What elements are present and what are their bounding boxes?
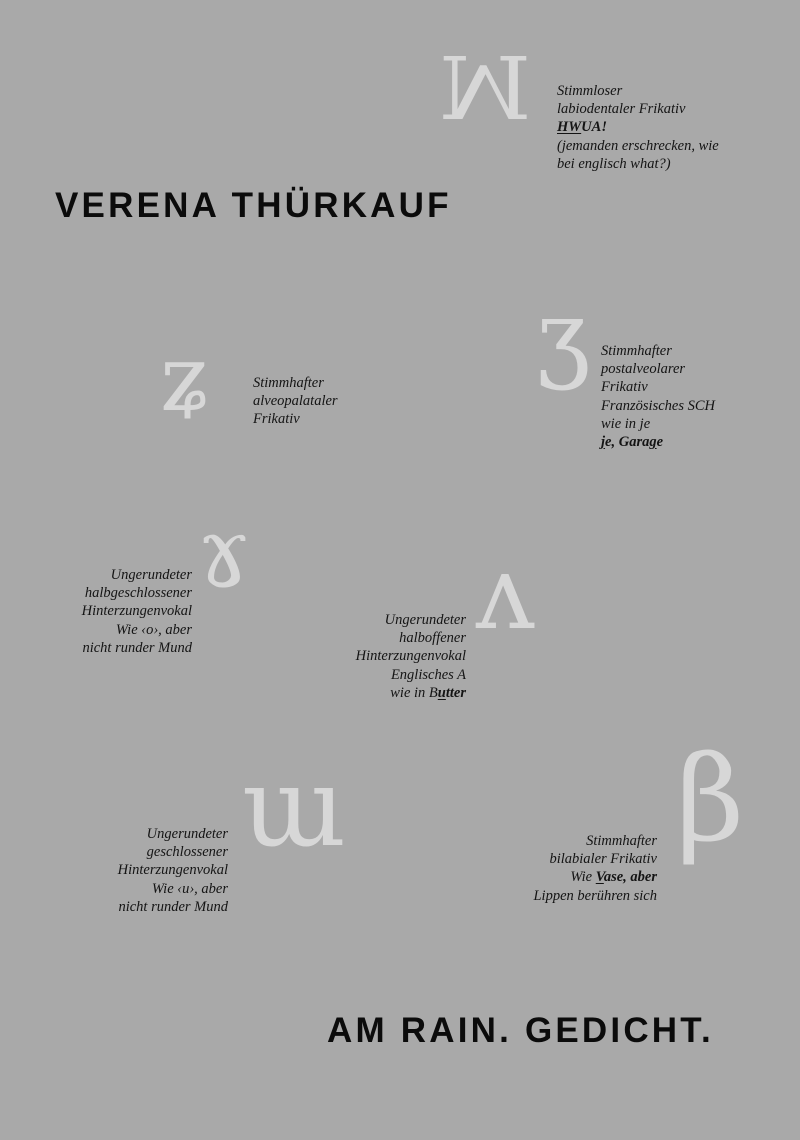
example-underlined: HW [557, 119, 582, 136]
desc-line: Frikativ [601, 379, 648, 396]
desc-line: Ungerundeter [110, 567, 192, 583]
ipa-description-5 [118, 825, 228, 916]
desc-line: halbgeschlossener [84, 585, 192, 602]
desc-line: Lippen berühren sich [533, 887, 657, 904]
desc-line: Stimmhafter [601, 343, 672, 359]
example-text: e, Gara [605, 434, 650, 451]
desc-line: labiodentaler Frikativ [557, 101, 686, 118]
ipa-symbol-voiced-alveolopalatal: ʑ [160, 325, 212, 432]
example-line [356, 684, 466, 702]
desc-line: postalveolarer [601, 361, 686, 378]
example-rest: UA! [581, 119, 607, 136]
author-name: VERENA THÜRKAUF [55, 186, 452, 225]
example-underlined: g [649, 434, 657, 451]
desc-line: halboffener [399, 630, 466, 647]
desc-line: (jemanden erschrecken, wie [557, 137, 719, 154]
desc-line: Ungerundeter [384, 612, 466, 628]
ipa-description-4 [356, 611, 466, 702]
desc-line: Hinterzungenvokal [81, 603, 192, 620]
ipa-symbol-ezh: ʒ [536, 280, 591, 392]
desc-line: Wie ‹o›, aber [115, 621, 192, 638]
ipa-symbol-turned-m: ɯ [242, 743, 347, 871]
desc-line: bilabialer Frikativ [549, 851, 657, 868]
desc-line: nicht runder Mund [118, 898, 228, 915]
desc-line: Französisches SCH [601, 397, 715, 414]
desc-line: geschlossener [146, 844, 228, 861]
desc-line: Ungerundeter [146, 826, 228, 842]
ipa-symbol-turned-v: ʌ [476, 531, 535, 653]
example-text: e [656, 434, 664, 451]
example-line [601, 433, 715, 451]
ipa-description-6 [533, 832, 657, 905]
work-title: AM RAIN. GEDICHT. [327, 1011, 714, 1050]
example-line [533, 868, 657, 886]
desc-line: alveopalataler [253, 393, 338, 410]
example-text: Wie [570, 869, 596, 886]
example-text: ase, aber [603, 869, 657, 886]
example-underlined: u [437, 684, 446, 701]
ipa-description-2 [253, 374, 338, 429]
example-line [557, 118, 719, 136]
desc-line: Wie ‹u›, aber [151, 880, 228, 897]
desc-line: wie in je [601, 415, 651, 432]
desc-line: nicht runder Mund [82, 639, 192, 656]
desc-line: Hinterzungenvokal [117, 862, 228, 879]
desc-line: Stimmloser [557, 83, 623, 99]
desc-line: Englisches A [390, 666, 466, 683]
ipa-symbol-voiceless-labiodental: M [438, 35, 532, 135]
ipa-description-1 [601, 342, 715, 451]
ipa-symbol-beta: β [676, 730, 745, 868]
desc-line: Frikativ [253, 411, 300, 428]
example-underlined: j [601, 434, 606, 451]
desc-line: bei englisch what?) [557, 155, 671, 172]
ipa-symbol-rams-horn: ɤ [197, 497, 252, 609]
desc-line: Stimmhafter [253, 375, 324, 391]
ipa-description-3 [82, 566, 192, 657]
desc-line: Stimmhafter [586, 833, 657, 849]
example-text: wie in B [390, 684, 438, 701]
example-text: tter [445, 684, 466, 701]
ipa-description-0 [557, 82, 719, 173]
example-underlined: V [595, 869, 604, 886]
desc-line: Hinterzungenvokal [355, 648, 466, 665]
